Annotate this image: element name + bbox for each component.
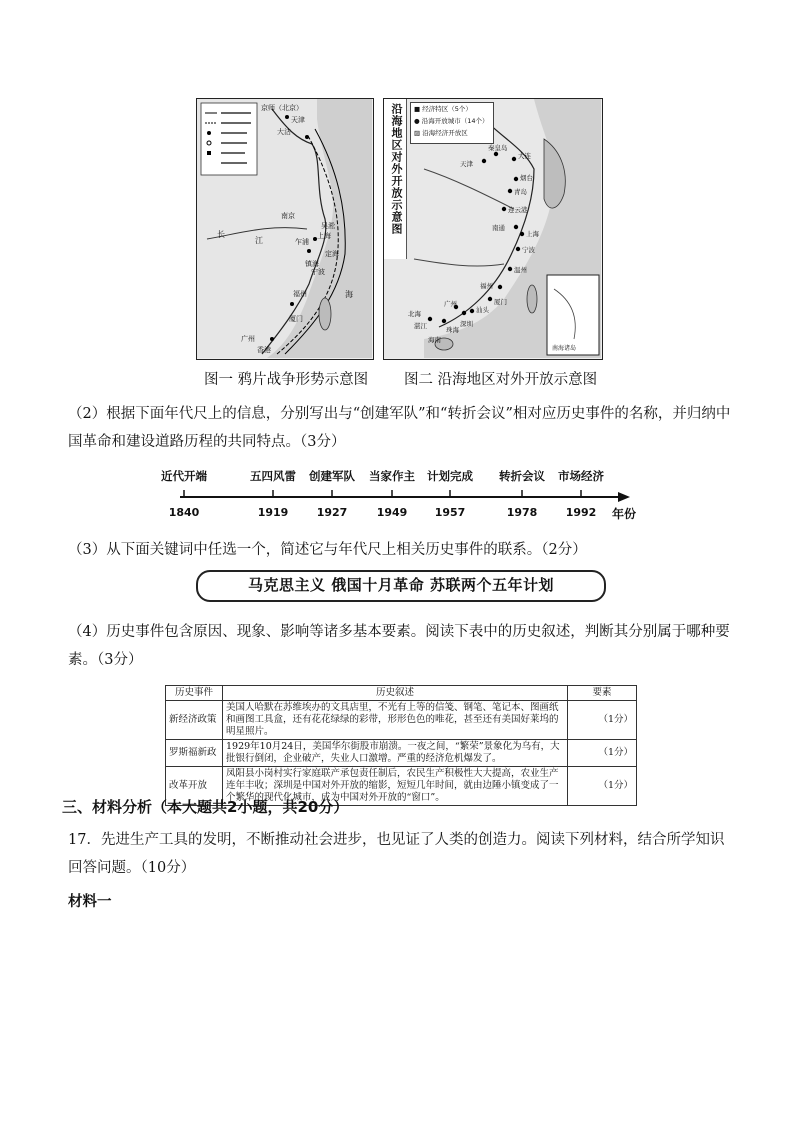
legend-hatch-icon: ▨ bbox=[414, 129, 423, 137]
map1-label-dagu: 大沽 bbox=[277, 128, 291, 136]
table-row bbox=[166, 740, 637, 767]
map1-label-ningbo: 宁波 bbox=[311, 268, 325, 276]
map1-label-beijing: 京师（北京） bbox=[261, 104, 303, 112]
timeline-year: 1927 bbox=[316, 506, 348, 519]
map2-legend-item: ■ 经济特区（5个） bbox=[414, 105, 472, 113]
table-cell-score: （1分） bbox=[568, 701, 637, 740]
legend-square-icon: ■ bbox=[414, 105, 423, 113]
map2-label-tianjin: 天津 bbox=[460, 160, 473, 168]
map1-label-xiamen: 厦门 bbox=[289, 315, 303, 323]
map1-label-xianggang: 香港 bbox=[257, 346, 271, 354]
timeline-label: 计划完成 bbox=[427, 469, 473, 483]
map2-title-strip bbox=[384, 99, 407, 259]
map2-label-fuzhou: 福州 bbox=[480, 282, 493, 290]
map1-label-tianjin: 天津 bbox=[291, 116, 305, 124]
timeline-arrow-icon bbox=[618, 492, 630, 502]
map1-label-wusong: 吴淞 bbox=[321, 222, 335, 230]
timeline-label: 五四风雷 bbox=[250, 469, 296, 483]
timeline-label: 转折会议 bbox=[499, 469, 545, 483]
map1-label-zhapu: 乍浦 bbox=[295, 238, 309, 246]
table-cell-event: 罗斯福新政 bbox=[166, 740, 223, 767]
events-table-wrap bbox=[165, 685, 637, 806]
map2-legend bbox=[410, 102, 494, 144]
map2-label-zhuhai: 珠海 bbox=[446, 326, 459, 334]
timeline-label: 市场经济 bbox=[558, 469, 604, 483]
map2-label-dalian: 大连 bbox=[518, 152, 531, 160]
map1-label-fuzhou: 福州 bbox=[293, 290, 307, 298]
map2-label-guangzhou: 广州 bbox=[444, 300, 457, 308]
timeline-year: 1957 bbox=[434, 506, 466, 519]
map2-vertical-title: 沿海地区对外开放示意图 bbox=[390, 103, 403, 235]
map2-label-lianyungang: 连云港 bbox=[508, 206, 528, 214]
map2-label-hainan: 海南 bbox=[428, 336, 441, 344]
map2-label-wenzhou: 温州 bbox=[514, 266, 527, 274]
table-header-row bbox=[166, 686, 637, 701]
map2-legend-item: ● 沿海开放城市（14个） bbox=[414, 117, 489, 125]
map1-label-chang: 长 bbox=[217, 230, 225, 239]
map2-label-qingdao: 青岛 bbox=[514, 188, 527, 196]
table-cell-text: 美国人哈默在苏维埃办的文具店里，不光有上等的信笺、钢笔、笔记本、图画纸和画图工具盒，还有花花绿绿的彩带，形形色色的唯花，甚至还有美国好莱坞的明星照片。 bbox=[223, 701, 568, 740]
question-3: （3）从下面关键词中任选一个，简述它与年代尺上相关历史事件的联系。（2分） bbox=[68, 542, 587, 558]
timeline-year: 1992 bbox=[565, 506, 597, 519]
section-3-title: 三、材料分析（本大题共2小题，共20分） bbox=[62, 798, 349, 816]
timeline-year: 1978 bbox=[506, 506, 538, 519]
events-table bbox=[165, 685, 637, 806]
map2-legend-item: ▨ 沿海经济开放区 bbox=[414, 129, 468, 137]
map1-label-nanjing: 南京 bbox=[281, 212, 295, 220]
timeline-label: 近代开端 bbox=[161, 469, 207, 483]
map1-label-shanghai: 上海 bbox=[317, 232, 331, 240]
table-header: 要素 bbox=[568, 686, 637, 701]
map2-label-nanhai-islands: 南海诸岛 bbox=[552, 345, 577, 352]
legend-dot-icon: ● bbox=[414, 117, 422, 125]
table-cell-score: （1分） bbox=[568, 740, 637, 767]
map2-label-shantou: 汕头 bbox=[476, 306, 489, 314]
table-cell-event: 新经济政策 bbox=[166, 701, 223, 740]
map2-label-beihai: 北海 bbox=[408, 310, 421, 318]
keywords-box: 马克思主义 俄国十月革命 苏联两个五年计划 bbox=[196, 570, 606, 602]
timeline-year: 1840 bbox=[168, 506, 200, 519]
map1-label-hai: 海 bbox=[345, 290, 353, 299]
map2-label-nantong: 南通 bbox=[492, 224, 505, 232]
map1-label-zhenhai: 镇海 bbox=[305, 260, 319, 268]
timeline-year: 1919 bbox=[257, 506, 289, 519]
coastal-opening-map bbox=[383, 98, 603, 360]
map2-label-qinhuangdao: 秦皇岛 bbox=[488, 144, 508, 152]
map2-label-yantai: 烟台 bbox=[520, 174, 533, 182]
map2-caption: 图二 沿海地区对外开放示意图 bbox=[404, 372, 598, 388]
timeline-unit: 年份 bbox=[612, 507, 637, 521]
map1-label-dinghai: 定海 bbox=[325, 250, 339, 258]
map1-label-guangzhou: 广州 bbox=[241, 335, 255, 343]
map2-label-shanghai: 上海 bbox=[526, 230, 539, 238]
table-cell-text: 1929年10月24日，美国华尔街股市崩溃。一夜之间，“繁荣”景象化为乌有，大批银行倒闭，企业破产，失业人口激增。严重的经济危机爆发了。 bbox=[223, 740, 568, 767]
material-1-label: 材料一 bbox=[68, 894, 112, 910]
timeline-label: 创建军队 bbox=[309, 469, 355, 483]
table-cell-text: 凤阳县小岗村实行家庭联产承包责任制后，农民生产积极性大大提高，农业生产连年丰收；深圳是中国对外开放的缩影，短短几年时间，就由边陲小镇变成了一个繁华的现代化城市，成为中国对外开放的“窗口”。 bbox=[223, 767, 568, 806]
question-4: （4）历史事件包含原因、现象、影响等诸多基本要素。阅读下表中的历史叙述，判断其分别属于哪种要素。（3分） bbox=[68, 624, 730, 668]
table-header: 历史叙述 bbox=[223, 686, 568, 701]
map2-label-ningbo: 宁波 bbox=[522, 246, 535, 254]
timeline-year: 1949 bbox=[376, 506, 408, 519]
map1-caption: 图一 鸦片战争形势示意图 bbox=[204, 372, 369, 388]
table-cell-event: 改革开放 bbox=[166, 767, 223, 806]
timeline bbox=[160, 468, 640, 528]
timeline-label: 当家作主 bbox=[369, 469, 415, 483]
map2-label-xiamen: 厦门 bbox=[494, 298, 507, 306]
question-2: （2）根据下面年代尺上的信息，分别写出与“创建军队”和“转折会议”相对应历史事件的名称，并归纳中国革命和建设道路历程的共同特点。（3分） bbox=[68, 406, 731, 450]
table-header: 历史事件 bbox=[166, 686, 223, 701]
map1-label-jiang: 江 bbox=[255, 236, 263, 245]
map2-label-shenzhen: 深圳 bbox=[460, 320, 473, 328]
table-cell-score: （1分） bbox=[568, 767, 637, 806]
table-row bbox=[166, 701, 637, 740]
opium-war-map bbox=[196, 98, 374, 360]
map2-label-zhanjiang: 湛江 bbox=[414, 322, 427, 330]
question-17: 17．先进生产工具的发明，不断推动社会进步，也见证了人类的创造力。阅读下列材料，结合所学知识回答问题。（10分） bbox=[68, 832, 725, 876]
